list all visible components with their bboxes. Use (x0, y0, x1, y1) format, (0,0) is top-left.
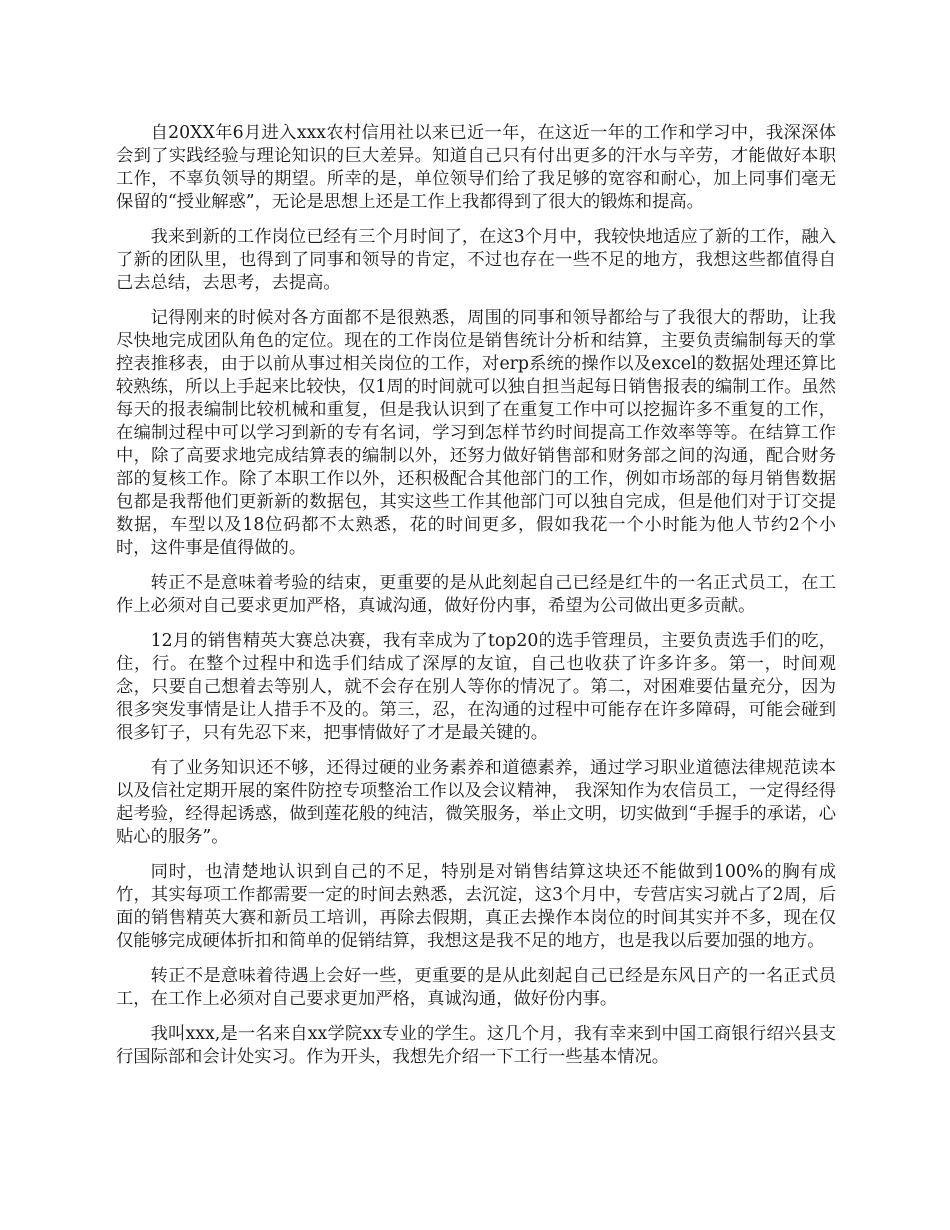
document-body (116, 122, 836, 1081)
paragraph: 12月的销售精英大赛总决赛，我有幸成为了top20的选手管理员，主要负责选手们的吃，住，行。在整个过程中和选手们结成了深厚的友谊，自己也收获了许多许多。第一，时间观念，只要自己想着去等别人，就不会存在别人等你的情况了。第二，对困难要估量充分，因为很多突发事情是让人措手不及的。第三，忍，在沟通的过程中可能存在许多障碍，可能会碰到很多钉子，只有先忍下来，把事情做好了才是最关键的。 (116, 631, 836, 743)
paragraph: 我叫xxx,是一名来自xx学院xx专业的学生。这几个月，我有幸来到中国工商银行绍兴县支行国际部和会计处实习。作为开头，我想先介绍一下工行一些基本情况。 (116, 1024, 836, 1067)
paragraph: 同时，也清楚地认识到自己的不足，特别是对销售结算这块还不能做到100%的胸有成竹，其实每项工作都需要一定的时间去熟悉，去沉淀，这3个月中，专营店实习就占了2周，后面的销售精英大赛和新员工培训，再除去假期，真正去操作本岗位的时间其实并不多，现在仅仅能够完成硬体折扣和简单的促销结算，我想这是我不足的地方，也是我以后要加强的地方。 (116, 862, 836, 951)
paragraph: 自20XX年6月进入xxx农村信用社以来已近一年，在这近一年的工作和学习中，我深深体会到了实践经验与理论知识的巨大差异。知道自己只有付出更多的汗水与辛劳，才能做好本职工作，不辜负领导的期望。所幸的是，单位领导们给了我足够的宽容和耐心，加上同事们毫无保留的“授业解惑”，无论是思想上还是工作上我都得到了很大的锻炼和提高。 (116, 123, 836, 212)
paragraph: 有了业务知识还不够，还得过硬的业务素养和道德素养，通过学习职业道德法律规范读本以及信社定期开展的案件防控专项整治工作以及会议精神， 我深知作为农信员工，一定得经得起考验，经得起诱惑，做到莲花般的纯洁，微笑服务，举止文明，切实做到“手握手的承诺，心贴心的服务”。 (116, 758, 836, 847)
paragraph: 转正不是意味着考验的结束，更重要的是从此刻起自己已经是红牛的一名正式员工，在工作上必须对自己要求更加严格，真诚沟通，做好份内事，希望为公司做出更多贡献。 (116, 573, 836, 616)
paragraph: 我来到新的工作岗位已经有三个月时间了，在这3个月中，我较快地适应了新的工作，融入了新的团队里，也得到了同事和领导的肯定，不过也存在一些不足的地方，我想这些都值得自己去总结，去思考，去提高。 (116, 227, 836, 293)
paragraph: 转正不是意味着待遇上会好一些，更重要的是从此刻起自己已经是东风日产的一名正式员工，在工作上必须对自己要求更加严格，真诚沟通，做好份内事。 (116, 966, 836, 1009)
paragraph: 记得刚来的时候对各方面都不是很熟悉，周围的同事和领导都给与了我很大的帮助，让我尽快地完成团队角色的定位。现在的工作岗位是销售统计分析和结算，主要负责编制每天的掌控表推移表，由于以前从事过相关岗位的工作，对erp系统的操作以及excel的数据处理还算比较熟练，所以上手起来比较快，仅1周的时间就可以独自担当起每日销售报表的编制工作。虽然每天的报表编制比较机械和重复，但是我认识到了在重复工作中可以挖掘许多不重复的工作，在编制过程中可以学习到新的专有名词，学习到怎样节约时间提高工作效率等等。在结算工作中，除了高要求地完成结算表的编制以外，还努力做好销售部和财务部之间的沟通，配合财务部的复核工作。除了本职工作以外，还积极配合其他部门的工作，例如市场部的每月销售数据包都是我帮他们更新新的数据包，其实这些工作其他部门可以独自完成，但是他们对于订交提数据，车型以及18位码都不太熟悉，花的时间更多，假如我花一个小时能为他人节约2个小时，这件事是值得做的。 (116, 308, 836, 558)
